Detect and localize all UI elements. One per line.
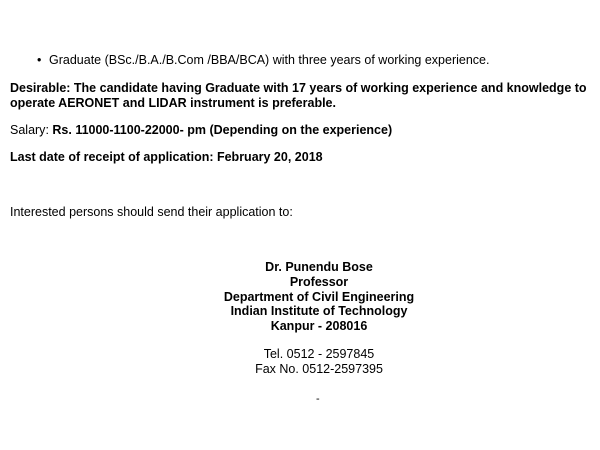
contact-phone: Tel. 0512 - 2597845 (263, 347, 375, 361)
contact-city: Kanpur - 208016 (270, 319, 368, 334)
contact-department: Department of Civil Engineering (223, 289, 415, 304)
salary-value: Rs. 11000-1100-22000- pm (Depending on the experience) (52, 123, 393, 137)
contact-address-block (0, 260, 600, 334)
salary-separator: : (45, 123, 53, 137)
qualification-list (0, 53, 489, 68)
contact-institute: Indian Institute of Technology (230, 304, 408, 319)
bullet-icon: • (37, 53, 42, 67)
qualification-item (37, 53, 490, 68)
trailing-dash: - (316, 393, 320, 405)
interested-line: Interested persons should send their application to: (10, 205, 293, 219)
contact-name: Dr. Punendu Bose (265, 260, 373, 274)
salary-line (10, 123, 596, 138)
contact-fax: Fax No. 0512-2597395 (255, 361, 383, 376)
qualification-text: Graduate (BSc./B.A./B.Com /BBA/BCA) with three years of working experience. (49, 53, 490, 67)
contact-phone-block (0, 347, 600, 377)
desirable-paragraph: Desirable: The candidate having Graduate with 17 years of working experience and knowledge to operate AERONET and LIDAR instrument is preferable. (10, 81, 587, 110)
contact-title: Professor (289, 274, 349, 289)
last-date-line: Last date of receipt of application: February 20, 2018 (10, 150, 323, 164)
salary-label: Salary (10, 123, 46, 137)
